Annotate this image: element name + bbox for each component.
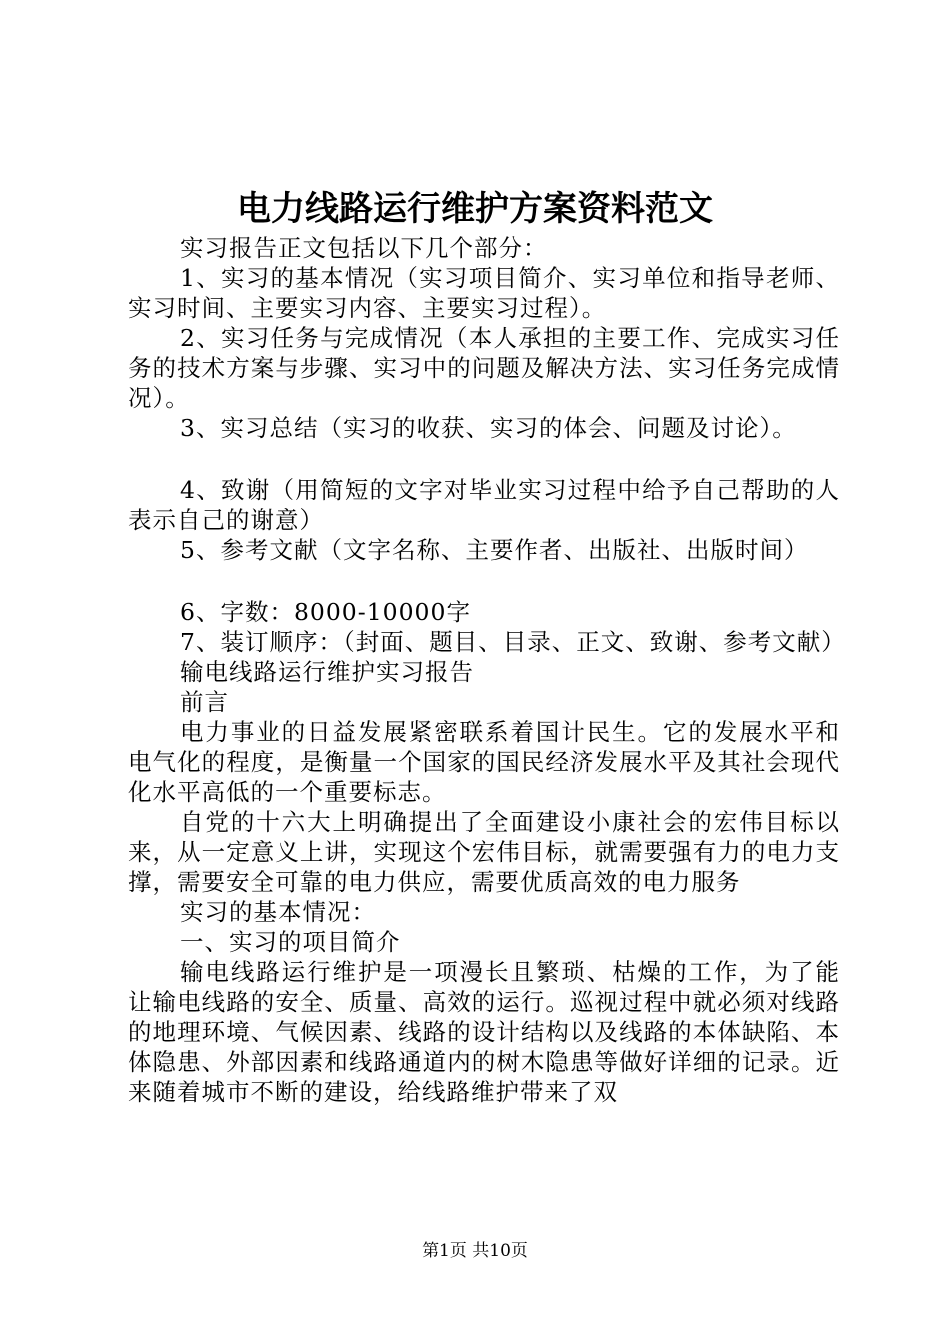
paragraph-preface-1: 电力事业的日益发展紧密联系着国计民生。它的发展水平和电气化的程度，是衡量一个国家的国民经济发展水平及其社会现代化水平高低的一个重要标志。 <box>128 718 840 806</box>
blank-line <box>128 443 840 475</box>
paragraph-item-6: 6、字数：8000-10000字 <box>180 598 471 626</box>
section-heading-preface: 前言 <box>180 688 229 716</box>
paragraph-intro: 实习报告正文包括以下几个部分： <box>180 234 548 262</box>
paragraph-preface-2: 自党的十六大上明确提出了全面建设小康社会的宏伟目标以来，从一定意义上讲，实现这个宏伟目标，就需要强有力的电力支撑，需要安全可靠的电力供应，需要优质高效的电力服务 <box>128 808 840 896</box>
paragraph-item-4: 4、致谢（用简短的文字对毕业实习过程中给予自己帮助的人表示自己的谢意） <box>128 476 840 534</box>
paragraph-item-2: 2、实习任务与完成情况（本人承担的主要工作、完成实习任务的技术方案与步骤、实习中的问题及解决方法、实习任务完成情况）。 <box>128 324 840 412</box>
paragraph-item-1: 1、实习的基本情况（实习项目简介、实习单位和指导老师、实习时间、主要实习内容、主要实习过程）。 <box>128 264 840 322</box>
blank-line <box>128 565 840 597</box>
section-heading-report: 输电线路运行维护实习报告 <box>180 658 474 686</box>
page-footer: 第1页 共10页 <box>422 1241 528 1261</box>
document-body <box>128 233 846 1107</box>
section-heading-project: 一、实习的项目简介 <box>180 928 401 956</box>
paragraph-item-3: 3、实习总结（实习的收获、实习的体会、问题及讨论）。 <box>180 414 797 442</box>
paragraph-item-5: 5、参考文献（文字名称、主要作者、出版社、出版时间） <box>180 536 809 564</box>
paragraph-project: 输电线路运行维护是一项漫长且繁琐、枯燥的工作，为了能让输电线路的安全、质量、高效的运行。巡视过程中就必须对线路的地理环境、气候因素、线路的设计结构以及线路的本体缺陷、本体隐患、外部因素和线路通道内的树木隐患等做好详细的记录。近来随着城市不断的建设，给线路维护带来了双 <box>128 958 840 1106</box>
document-title: 电力线路运行维护方案资料范文 <box>237 189 713 229</box>
paragraph-item-7: 7、装订顺序：（封面、题目、目录、正文、致谢、参考文献） <box>180 628 846 656</box>
section-heading-basic: 实习的基本情况： <box>180 898 376 926</box>
